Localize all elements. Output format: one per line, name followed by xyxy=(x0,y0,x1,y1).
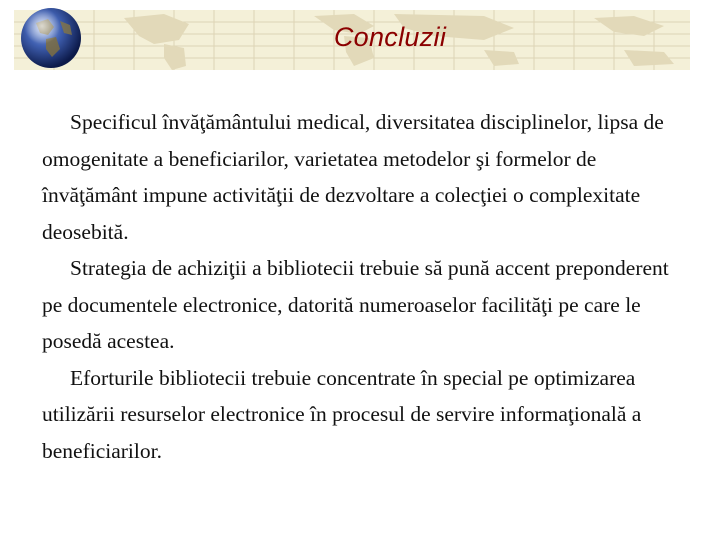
paragraph-1: Specificul învăţământului medical, diversitatea disciplinelor, lipsa de omogenitate a beneficiarilor, varietatea metodelor şi formelor de învăţământ impune activităţii de dezvoltare a colecţiei o complexitate deosebită. xyxy=(42,110,664,244)
body-text xyxy=(42,104,682,469)
globe-icon xyxy=(18,5,84,71)
paragraph-3: Eforturile bibliotecii trebuie concentrate în special pe optimizarea utilizării resurselor electronice în procesul de servire informaţională a beneficiarilor. xyxy=(42,365,642,463)
page-title: Concluzii xyxy=(333,22,447,52)
paragraph-2: Strategia de achiziţii a bibliotecii trebuie să pună accent preponderent pe documentele electronice, datorită numeroaselor facilităţi pe care le posedă acestea. xyxy=(42,256,669,353)
